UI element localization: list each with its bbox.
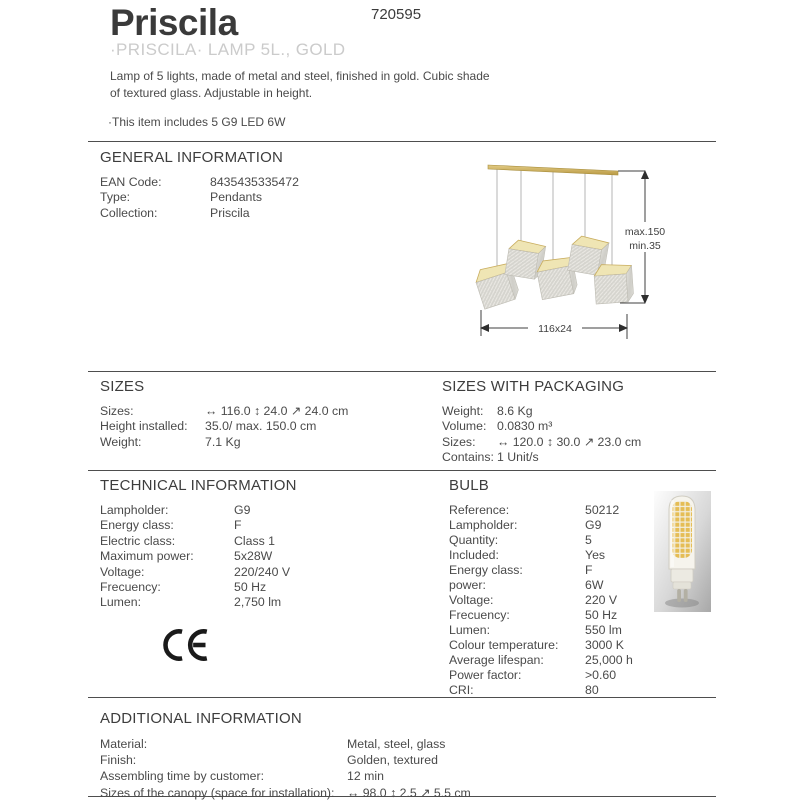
- bulb-rows: [449, 503, 633, 698]
- spec-row: [100, 595, 297, 610]
- spec-label: Voltage:: [449, 593, 494, 607]
- technical-rows: [100, 503, 297, 611]
- spec-value: 550 lm: [585, 623, 622, 637]
- spec-value: 5: [585, 533, 592, 547]
- spec-row: [100, 785, 471, 800]
- spec-label: Sizes of the canopy (space for installation):: [100, 785, 335, 800]
- general-information-heading: GENERAL INFORMATION: [100, 149, 283, 166]
- spec-value: 220 V: [585, 593, 618, 607]
- spec-value: F: [234, 518, 242, 533]
- spec-label: Reference:: [449, 503, 510, 517]
- spec-row: [100, 752, 471, 768]
- spec-row: [100, 534, 297, 549]
- section-divider: [88, 470, 716, 471]
- sizes-rows: [100, 404, 348, 450]
- includes-note: ·This item includes 5 G9 LED 6W: [108, 115, 286, 129]
- page-title: Priscila: [110, 2, 238, 43]
- additional-information-section: [100, 710, 471, 800]
- spec-row: [100, 768, 471, 784]
- spec-value: ↔ 116.0 ↕ 24.0 ↗ 24.0 cm: [205, 404, 349, 418]
- spec-label: Height installed:: [100, 419, 188, 434]
- packaging-rows: [442, 404, 641, 466]
- spec-label: Energy class:: [449, 563, 523, 577]
- ce-certification-mark: [160, 626, 212, 664]
- spec-row: [449, 563, 633, 578]
- spec-value: 220/240 V: [234, 564, 291, 579]
- spec-row: [100, 175, 299, 190]
- spec-label: Average lifespan:: [449, 653, 544, 667]
- spec-value: F: [585, 563, 593, 577]
- spec-value: 12 min: [347, 769, 384, 784]
- spec-value: Yes: [585, 548, 606, 562]
- min-height-label: min.35: [629, 240, 661, 252]
- spec-value: 0.0830 m³: [497, 419, 553, 434]
- spec-row: [442, 404, 641, 419]
- spec-value: 7.1 Kg: [205, 434, 241, 449]
- spec-row: [100, 190, 299, 205]
- spec-label: Lumen:: [100, 595, 142, 610]
- spec-value: 1 Unit/s: [497, 450, 539, 465]
- sizes-section: [100, 378, 348, 450]
- spec-row: [442, 435, 641, 450]
- additional-heading: ADDITIONAL INFORMATION: [100, 710, 302, 727]
- spec-row: [100, 435, 348, 450]
- spec-label: Frecuency:: [449, 608, 510, 622]
- section-divider: [88, 371, 716, 372]
- spec-row: [100, 549, 297, 564]
- packaging-heading: SIZES WITH PACKAGING: [442, 378, 625, 395]
- product-subtitle: ·PRISCILA· LAMP 5L., GOLD: [110, 40, 346, 59]
- spec-row: [442, 419, 641, 434]
- spec-value: Pendants: [210, 190, 262, 205]
- spec-value: 50 Hz: [585, 608, 618, 622]
- spec-row: [100, 503, 297, 518]
- product-description: [110, 68, 490, 101]
- spec-row: [449, 518, 633, 533]
- spec-row: [449, 638, 633, 653]
- spec-label: Frecuency:: [100, 580, 161, 595]
- spec-row: [100, 580, 297, 595]
- product-code: 720595: [371, 6, 422, 23]
- spec-label: Type:: [100, 190, 131, 205]
- spec-row: [449, 578, 633, 593]
- spec-label: Energy class:: [100, 518, 174, 533]
- spec-label: Lampholder:: [449, 518, 518, 532]
- spec-value: ↔ 98.0 ↕ 2.5 ↗ 5.5 cm: [347, 785, 471, 800]
- spec-label: Colour temperature:: [449, 638, 559, 652]
- spec-value: 35.0/ max. 150.0 cm: [205, 419, 317, 434]
- spec-row: [100, 419, 348, 434]
- bulb-section: [449, 477, 633, 698]
- spec-value: ↔ 120.0 ↕ 30.0 ↗ 23.0 cm: [497, 434, 642, 449]
- spec-label: Sizes:: [442, 434, 476, 449]
- spec-value: Golden, textured: [347, 753, 438, 768]
- additional-rows: [100, 736, 471, 800]
- spec-row: [442, 450, 641, 465]
- spec-label: EAN Code:: [100, 175, 162, 189]
- spec-label: Power factor:: [449, 668, 522, 682]
- general-information-rows: [100, 175, 299, 221]
- spec-value: 5x28W: [234, 549, 273, 564]
- technical-heading: TECHNICAL INFORMATION: [100, 477, 297, 494]
- spec-row: [449, 608, 633, 623]
- spec-value: Priscila: [210, 205, 250, 220]
- spec-label: CRI:: [449, 683, 474, 697]
- spec-value: >0.60: [585, 668, 617, 682]
- width-label: 116x24: [538, 323, 572, 335]
- max-height-label: max.150: [624, 226, 666, 238]
- spec-value: 6W: [585, 578, 604, 592]
- spec-row: [449, 593, 633, 608]
- spec-value: Class 1: [234, 533, 276, 548]
- packaging-section: [442, 378, 641, 466]
- product-dimension-diagram: [468, 148, 668, 343]
- spec-value: 8435435335472: [210, 175, 299, 189]
- spec-row: [449, 533, 633, 548]
- spec-label: Quantity:: [449, 533, 499, 547]
- spec-row: [449, 548, 633, 563]
- spec-value: 50212: [585, 503, 620, 517]
- spec-row: [449, 683, 633, 698]
- spec-value: 25,000 h: [585, 653, 633, 667]
- spec-row: [449, 503, 633, 518]
- spec-row: [100, 404, 348, 419]
- spec-row: [100, 518, 297, 533]
- spec-label: Maximum power:: [100, 549, 194, 564]
- spec-label: Volume:: [442, 419, 487, 434]
- spec-label: Weight:: [442, 404, 484, 418]
- spec-label: Sizes:: [100, 404, 134, 418]
- spec-label: Included:: [449, 548, 499, 562]
- spec-label: Contains:: [442, 450, 494, 465]
- description-line: of textured glass. Adjustable in height.: [110, 85, 313, 100]
- spec-label: Finish:: [100, 753, 137, 768]
- spec-value: Metal, steel, glass: [347, 737, 446, 751]
- section-divider: [88, 141, 716, 142]
- spec-value: 2,750 lm: [234, 595, 282, 610]
- spec-row: [449, 668, 633, 683]
- spec-row: [100, 565, 297, 580]
- description-line: Lamp of 5 lights, made of metal and steel, finished in gold. Cubic shade: [110, 69, 490, 83]
- spec-row: [100, 736, 471, 752]
- spec-row: [449, 623, 633, 638]
- bulb-heading: BULB: [449, 477, 489, 494]
- technical-information-section: [100, 477, 297, 611]
- spec-label: Assembling time by customer:: [100, 769, 265, 784]
- spec-label: Electric class:: [100, 533, 176, 548]
- spec-value: G9: [585, 518, 602, 532]
- spec-value: 50 Hz: [234, 580, 267, 595]
- spec-value: 8.6 Kg: [497, 404, 533, 418]
- g9-bulb-image: [654, 491, 711, 612]
- spec-label: Lumen:: [449, 623, 491, 637]
- spec-label: power:: [449, 578, 486, 592]
- spec-label: Collection:: [100, 205, 158, 220]
- spec-value: 80: [585, 683, 599, 697]
- spec-label: Weight:: [100, 434, 142, 449]
- spec-row: [100, 206, 299, 221]
- spec-row: [449, 653, 633, 668]
- spec-value: G9: [234, 503, 251, 517]
- spec-label: Voltage:: [100, 564, 145, 579]
- spec-label: Lampholder:: [100, 503, 169, 517]
- general-information-section: [100, 149, 299, 221]
- spec-value: 3000 K: [585, 638, 624, 652]
- spec-label: Material:: [100, 737, 148, 751]
- sizes-heading: SIZES: [100, 378, 145, 395]
